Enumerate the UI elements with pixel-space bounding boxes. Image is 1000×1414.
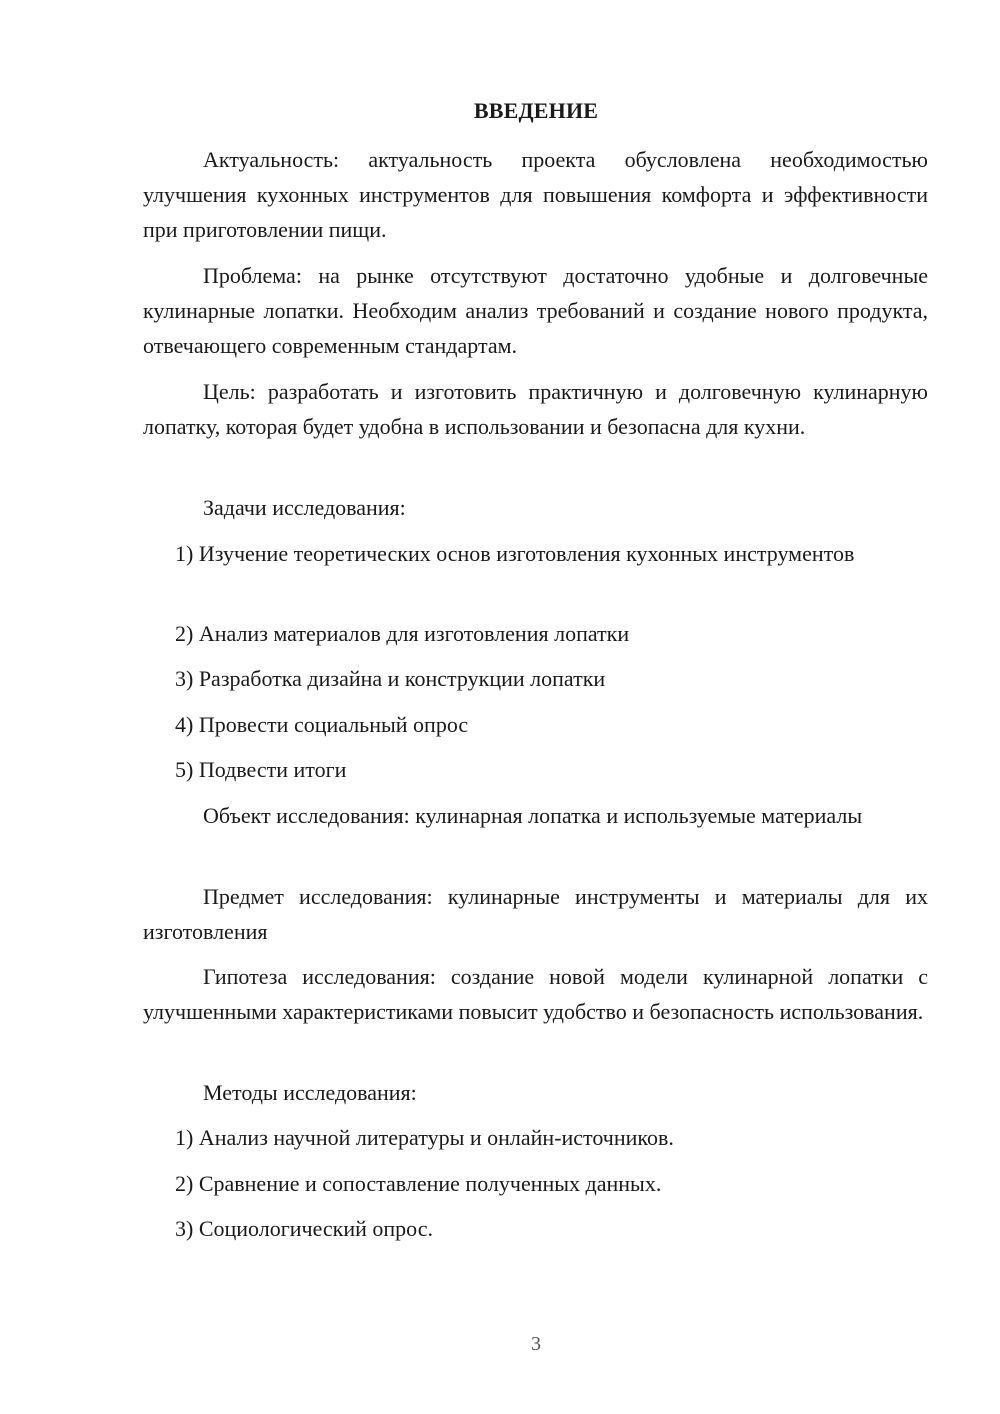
task-item: 5) Подвести итоги: [175, 757, 347, 782]
task-item: 4) Провести социальный опрос: [175, 712, 469, 737]
method-item: 1) Анализ научной литературы и онлайн-источников.: [175, 1125, 674, 1150]
problem-paragraph: Проблема: на рынке отсутствуют достаточно удобные и долговечные кулинарные лопатки. Необходим анализ требований и создание нового продукта, отвечающего современным стандартам.: [143, 263, 928, 358]
goal-paragraph: Цель: разработать и изготовить практичную и долговечную кулинарную лопатку, которая будет удобна в использовании и безопасна для кухни.: [143, 379, 928, 439]
methods-heading: Методы исследования:: [203, 1080, 417, 1105]
subject-paragraph: Предмет исследования: кулинарные инструменты и материалы для их изготовления: [143, 884, 928, 944]
method-item: 3) Социологический опрос.: [175, 1216, 433, 1241]
task-item: 2) Анализ материалов для изготовления лопатки: [175, 621, 630, 646]
relevance-paragraph: Актуальность: актуальность проекта обусловлена необходимостью улучшения кухонных инструментов для повышения комфорта и эффективности при приготовлении пищи.: [143, 147, 928, 242]
method-item: 2) Сравнение и сопоставление полученных данных.: [175, 1171, 662, 1196]
page-number: 3: [531, 1333, 541, 1355]
task-item: 3) Разработка дизайна и конструкции лопатки: [175, 666, 606, 691]
tasks-heading: Задачи исследования:: [203, 495, 406, 520]
page-title: ВВЕДЕНИЕ: [473, 98, 599, 123]
object-paragraph: Объект исследования: кулинарная лопатка и используемые материалы: [203, 803, 863, 828]
hypothesis-paragraph: Гипотеза исследования: создание новой модели кулинарной лопатки с улучшенными характеристиками повысит удобство и безопасность использования.: [143, 964, 928, 1024]
task-item: 1) Изучение теоретических основ изготовления кухонных инструментов: [175, 541, 855, 566]
